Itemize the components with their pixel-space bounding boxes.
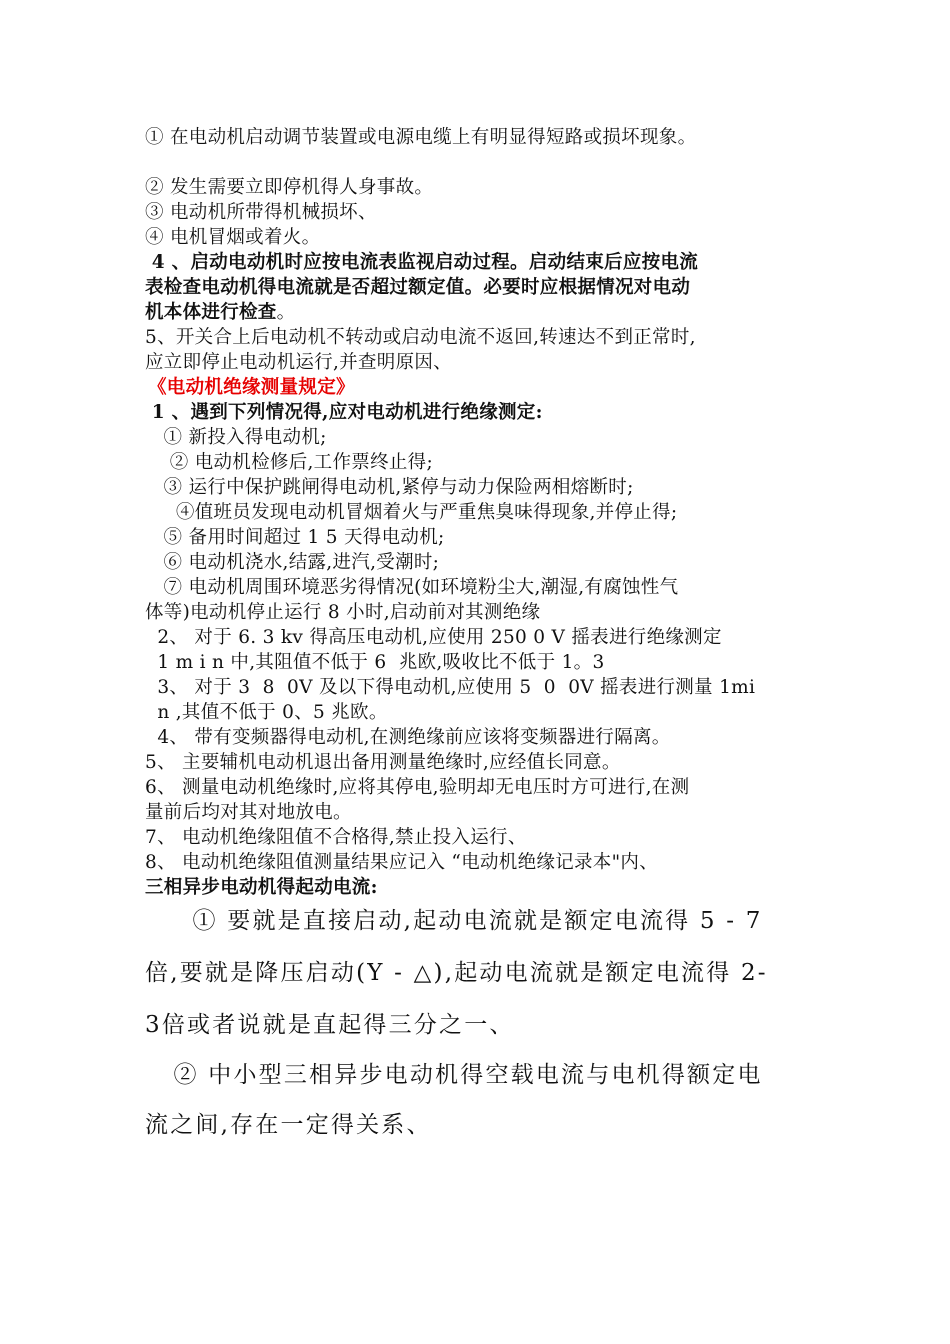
text-line: 7、 电动机绝缘阻值不合格得,禁止投入运行、 [145, 827, 527, 848]
text-line: ③ 电动机所带得机械损坏、 [145, 202, 377, 223]
text-line-mixed [145, 301, 295, 325]
text-line: ④ 电机冒烟或着火。 [145, 227, 321, 248]
text-line: 应立即停止电动机运行,并查明原因、 [145, 352, 452, 373]
text-line: 5、 主要辅机电动机退出备用测量绝缘时,应经值长同意。 [145, 752, 621, 773]
list-item: ⑦ 电动机周围环境恶劣得情况(如环境粉尘大,潮湿,有腐蚀性气 [145, 577, 679, 598]
list-item: ④值班员发现电动机冒烟着火与严重焦臭味得现象,并停止得; [145, 502, 678, 523]
text-line: 体等)电动机停止运行 8 小时,启动前对其测绝缘 [145, 602, 541, 623]
text-line-large: 流之间,存在一定得关系、 [145, 1112, 432, 1138]
text-line: 。 [276, 302, 296, 323]
list-item: ① 新投入得电动机; [145, 427, 327, 448]
list-item: ⑥ 电动机浇水,结露,进汽,受潮时; [145, 552, 440, 573]
text-line-large: 3倍或者说就是直起得三分之一、 [145, 1012, 515, 1038]
text-line: 量前后均对其对地放电。 [145, 802, 352, 823]
list-item: ③ 运行中保护跳闸得电动机,紧停与动力保险两相熔断时; [145, 477, 634, 498]
text-line: 3、 对于 3 8 0V 及以下得电动机,应使用 5 0 0V 摇表进行测量 1mi [145, 677, 756, 698]
list-item: ② 电动机检修后,工作票终止得; [145, 452, 434, 473]
text-line-bold: 表检查电动机得电流就是否超过额定值。必要时应根据情况对电动 [145, 277, 691, 298]
section-title-red: 《电动机绝缘测量规定》 [148, 377, 355, 398]
list-item: ⑤ 备用时间超过 1 5 天得电动机; [145, 527, 445, 548]
text-line: ② 发生需要立即停机得人身事故。 [145, 177, 434, 198]
text-line-large: ① 要就是直接启动,起动电流就是额定电流得 5 - 7 [145, 908, 763, 934]
text-line-bold: 机本体进行检查 [145, 302, 277, 323]
text-line-large: 倍,要就是降压启动(Y - △),起动电流就是额定电流得 2- [145, 960, 768, 986]
text-line: 1 m i n 中,其阻值不低于 6 兆欧,吸收比不低于 1。3 [145, 652, 605, 673]
text-line-bold: 4 、启动电动机时应按电流表监视启动过程。启动结束后应按电流 [145, 252, 699, 273]
text-line: 2、 对于 6. 3 kv 得高压电动机,应使用 250 0 V 摇表进行绝缘测定 [145, 627, 722, 648]
text-line: 5、开关合上后电动机不转动或启动电流不返回,转速达不到正常时, [145, 327, 696, 348]
text-line: n ,其值不低于 0、5 兆欧。 [145, 702, 388, 723]
text-line: 8、 电动机绝缘阻值测量结果应记入 “电动机绝缘记录本"内、 [145, 852, 659, 873]
text-line: 6、 测量电动机绝缘时,应将其停电,验明却无电压时方可进行,在测 [145, 777, 690, 798]
text-line: ① 在电动机启动调节装置或电源电缆上有明显得短路或损坏现象。 [145, 127, 697, 148]
text-line-bold: 1 、遇到下列情况得,应对电动机进行绝缘测定: [145, 402, 543, 423]
text-line-large: ② 中小型三相异步电动机得空载电流与电机得额定电 [145, 1062, 763, 1088]
text-line: 4、 带有变频器得电动机,在测绝缘前应该将变频器进行隔离。 [145, 727, 671, 748]
section-heading: 三相异步电动机得起动电流: [145, 877, 378, 898]
